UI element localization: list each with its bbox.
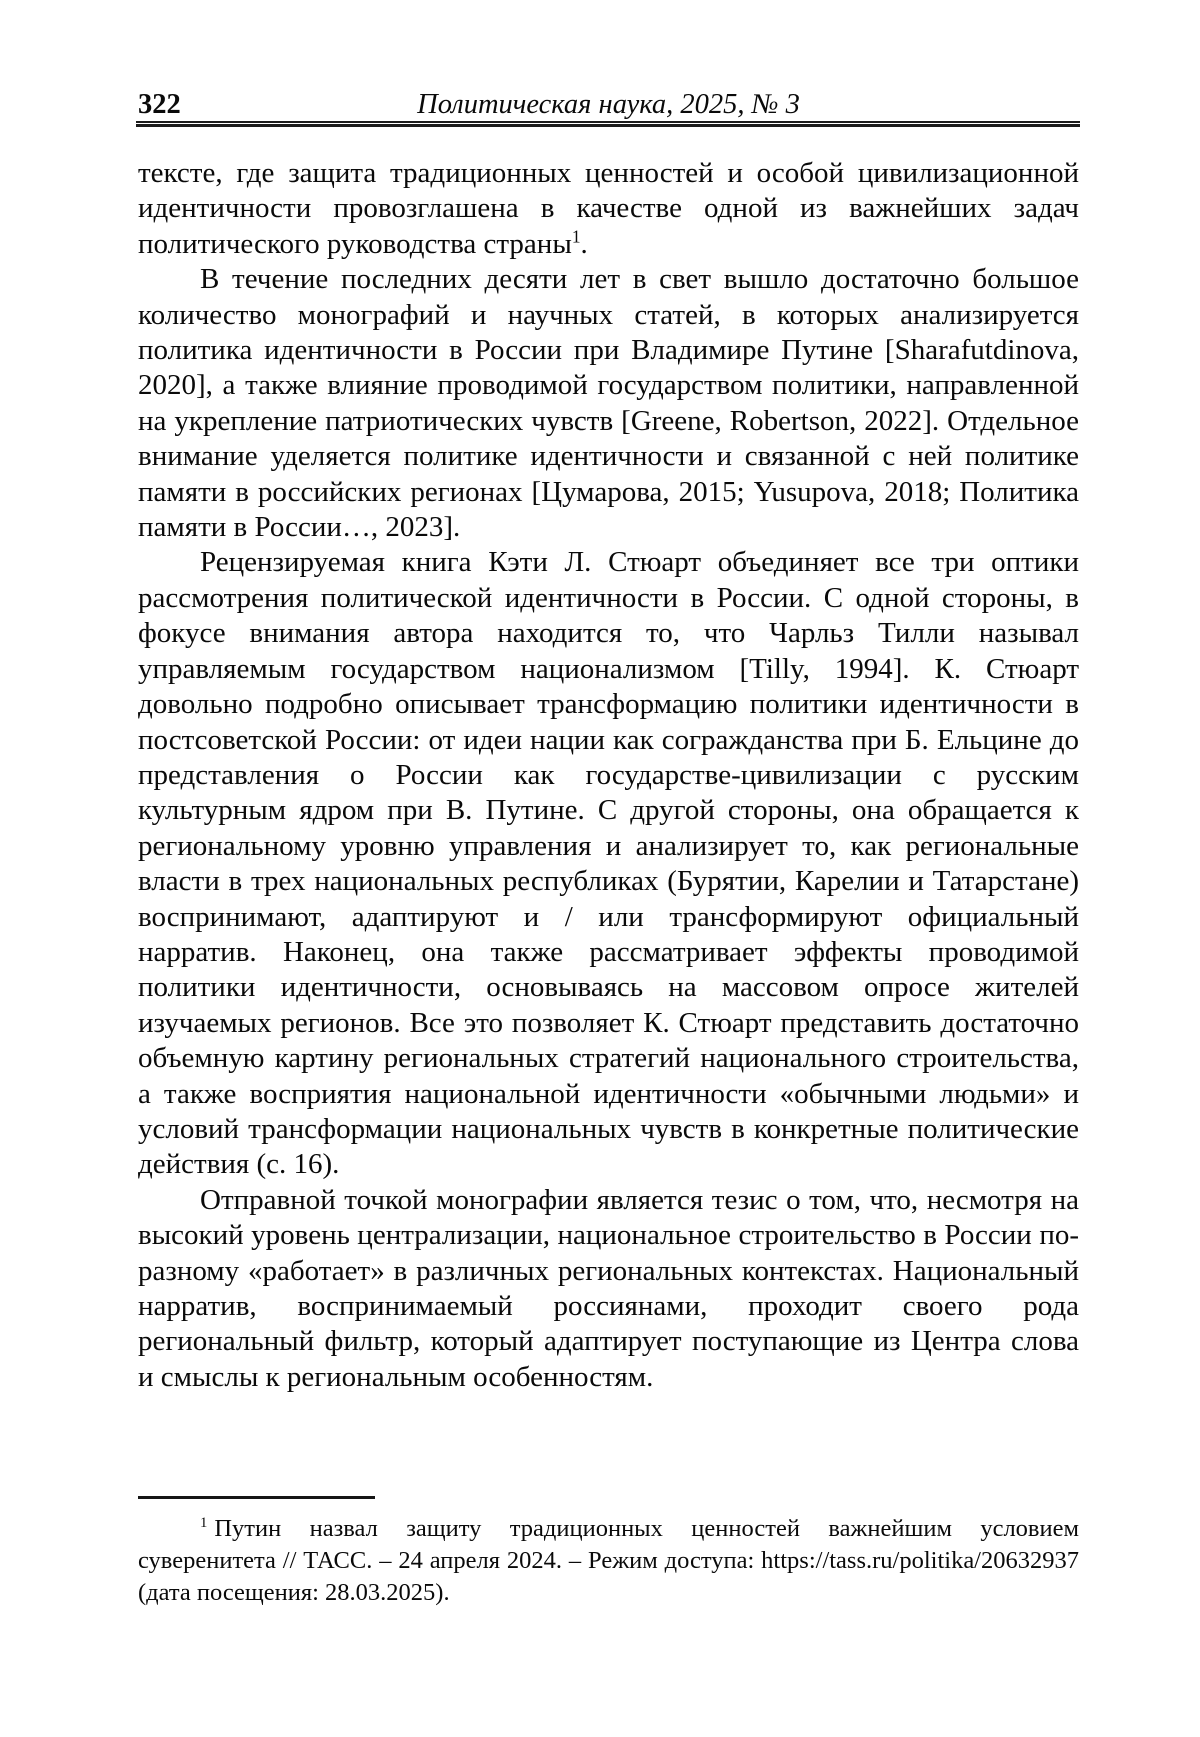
body-paragraph-3: Рецензируемая книга Кэти Л. Стюарт объединяет все три оптики рассмотрения политической идентичности в России. С одной стороны, в фокусе внимания автора находится то, что Чарльз Тилли называл управляемым государством национализмом [Tilly, 1994]. К. Стюарт довольно подробно описывает трансформацию политики идентичности в постсоветской России: от идеи нации как согражданства при Б. Ельцине до представления о России как государстве-цивилизации с русским культурным ядром при В. Путине. С другой стороны, она обращается к региональному уровню управления и анализирует то, как региональные власти в трех национальных республиках (Бурятии, Карелии и Татарстане) воспринимают, адаптируют и / или трансформируют официальный нарратив. Наконец, она также рассматривает эффекты проводимой политики идентичности, основываясь на массовом опросе жителей изучаемых регионов. Все это позволяет К. Стюарт представить достаточно объемную картину региональных стратегий национального строительства, а также восприятия национальной идентичности «обычными людьми» и условий трансформации национальных чувств в конкретные политические действия (с. 16). bbox=[138, 546, 1079, 1181]
journal-title: Политическая наука, 2025, № 3 bbox=[417, 89, 800, 120]
footnote-separator-rule bbox=[138, 1496, 375, 1499]
footnote-text: Путин назвал защиту традиционных ценностей важнейшим условием суверенитета // ТАСС. – 24 апреля 2024. – Режим доступа: https://tass.ru/politika/20632937 (дата посещения: 28.03.2025). bbox=[138, 1515, 1079, 1606]
paragraph-1-text: тексте, где защита традиционных ценностей и особой цивилизационной идентичности провозглашена в качестве одной из важнейших задач политического руководства страны bbox=[138, 157, 1079, 260]
body-paragraph-2: В течение последних десяти лет в свет вышло достаточно большое количество монографий и научных статей, в которых анализируется политика идентичности в России при Владимире Путине [Sharafutdinova, 2020], а также влияние проводимой государством политики, направленной на укрепление патриотических чувств [Greene, Robertson, 2022]. Отдельное внимание уделяется политике идентичности и связанной с ней политике памяти в российских регионах [Цумарова, 2015; Yusupova, 2018; Политика памяти в России…, 2023]. bbox=[138, 263, 1079, 544]
body-paragraph-1 bbox=[138, 156, 1079, 262]
paragraph-1-terminal-punctuation: . bbox=[580, 227, 588, 260]
article-body bbox=[138, 156, 1079, 1395]
footnote-number: 1 bbox=[200, 1514, 208, 1531]
body-paragraph-4: Отправной точкой монографии является тезис о том, что, несмотря на высокий уровень централизации, национальное строительство в России по-разному «работает» в различных региональных контекстах. Национальный нарратив, воспринимаемый россиянами, проходит своего рода региональный фильтр, который адаптирует поступающие из Центра слова и смыслы к региональным особенностям. bbox=[138, 1183, 1079, 1393]
footnote-block bbox=[138, 1513, 1079, 1608]
header-rule bbox=[136, 121, 1080, 127]
footnote-reference-marker: 1 bbox=[571, 226, 581, 247]
page-number: 322 bbox=[138, 89, 181, 120]
running-header bbox=[138, 90, 1079, 122]
header-rule-thick-line bbox=[136, 124, 1080, 127]
footnote-1 bbox=[138, 1513, 1079, 1608]
